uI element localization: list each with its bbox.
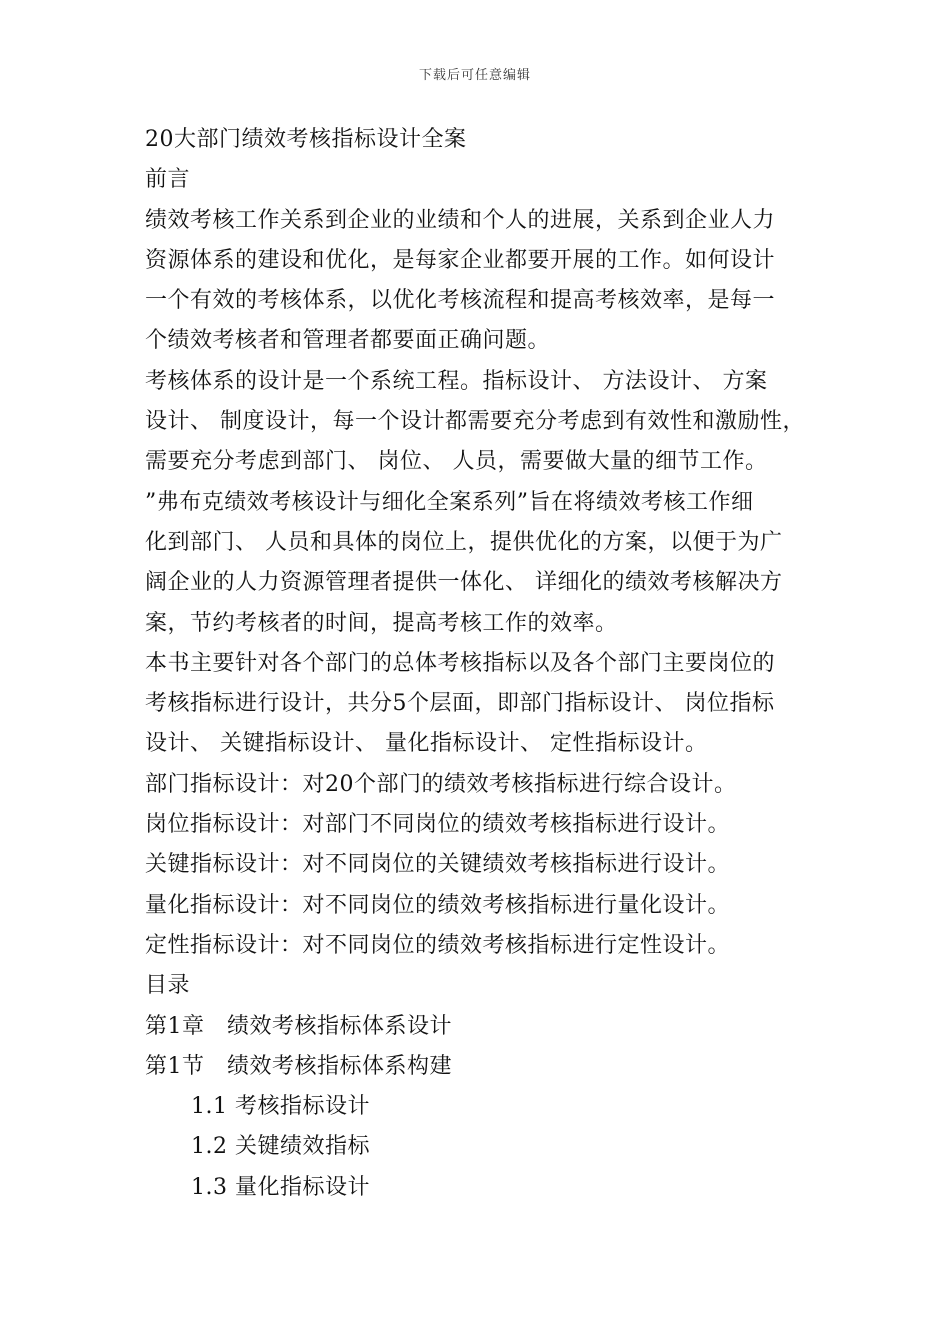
preface-paragraph-1 xyxy=(145,201,825,362)
paragraph-line: 化到部门、 人员和具体的岗位上，提供优化的方案，以便于为广 xyxy=(145,529,783,555)
page-header-note: 下载后可任意编辑 xyxy=(418,68,531,83)
level-item-qualitative: 定性指标设计：对不同岗位的绩效考核指标进行定性设计。 xyxy=(145,932,731,958)
paragraph-line: 本书主要针对各个部门的总体考核指标以及各个部门主要岗位的 xyxy=(145,650,776,676)
paragraph-line: 案，节约考核者的时间，提高考核工作的效率。 xyxy=(145,610,618,636)
paragraph-line: 阔企业的人力资源管理者提供一体化、 详细化的绩效考核解决方 xyxy=(145,570,783,596)
preface-paragraph-4 xyxy=(145,644,825,765)
paragraph-line: 考核体系的设计是一个系统工程。指标设计、 方法设计、 方案 xyxy=(145,368,768,394)
toc-item: 1.1 考核指标设计 xyxy=(191,1094,370,1120)
toc-item: 1.2 关键绩效指标 xyxy=(191,1134,370,1160)
paragraph-line: 设计、 关键指标设计、 量化指标设计、 定性指标设计。 xyxy=(145,731,708,757)
paragraph-line: 个绩效考核者和管理者都要面正确问题。 xyxy=(145,328,551,354)
toc-section: 第1节 绩效考核指标体系构建 xyxy=(145,1053,452,1079)
toc-heading: 目录 xyxy=(145,973,191,999)
level-item-quantitative: 量化指标设计：对不同岗位的绩效考核指标进行量化设计。 xyxy=(145,892,731,918)
paragraph-line: 需要充分考虑到部门、 岗位、 人员，需要做大量的细节工作。 xyxy=(145,449,768,475)
toc-item: 1.3 量化指标设计 xyxy=(191,1174,370,1200)
document-body xyxy=(145,120,825,1208)
paragraph-line: 设计、 制度设计，每一个设计都需要充分考虑到有效性和激励性， xyxy=(145,409,805,435)
paragraph-line: 绩效考核工作关系到企业的业绩和个人的进展，关系到企业人力 xyxy=(145,207,776,233)
level-item-position: 岗位指标设计：对部门不同岗位的绩效考核指标进行设计。 xyxy=(145,812,731,838)
preface-paragraph-3 xyxy=(145,483,825,644)
toc-chapter: 第1章 绩效考核指标体系设计 xyxy=(145,1013,452,1039)
paragraph-line: 考核指标进行设计，共分5个层面，即部门指标设计、 岗位指标 xyxy=(145,691,775,717)
paragraph-line: 资源体系的建设和优化，是每家企业都要开展的工作。如何设计 xyxy=(145,247,776,273)
level-item-key: 关键指标设计：对不同岗位的关键绩效考核指标进行设计。 xyxy=(145,852,731,878)
preface-heading: 前言 xyxy=(145,167,191,193)
preface-paragraph-2 xyxy=(145,362,825,483)
level-item-department: 部门指标设计：对20个部门的绩效考核指标进行综合设计。 xyxy=(145,771,737,797)
paragraph-line: 一个有效的考核体系，以优化考核流程和提高考核效率，是每一 xyxy=(145,288,776,314)
document-title: 20大部门绩效考核指标设计全案 xyxy=(145,127,467,152)
paragraph-line: ”弗布克绩效考核设计与细化全案系列”旨在将绩效考核工作细 xyxy=(145,489,754,515)
design-levels-list xyxy=(145,765,825,966)
